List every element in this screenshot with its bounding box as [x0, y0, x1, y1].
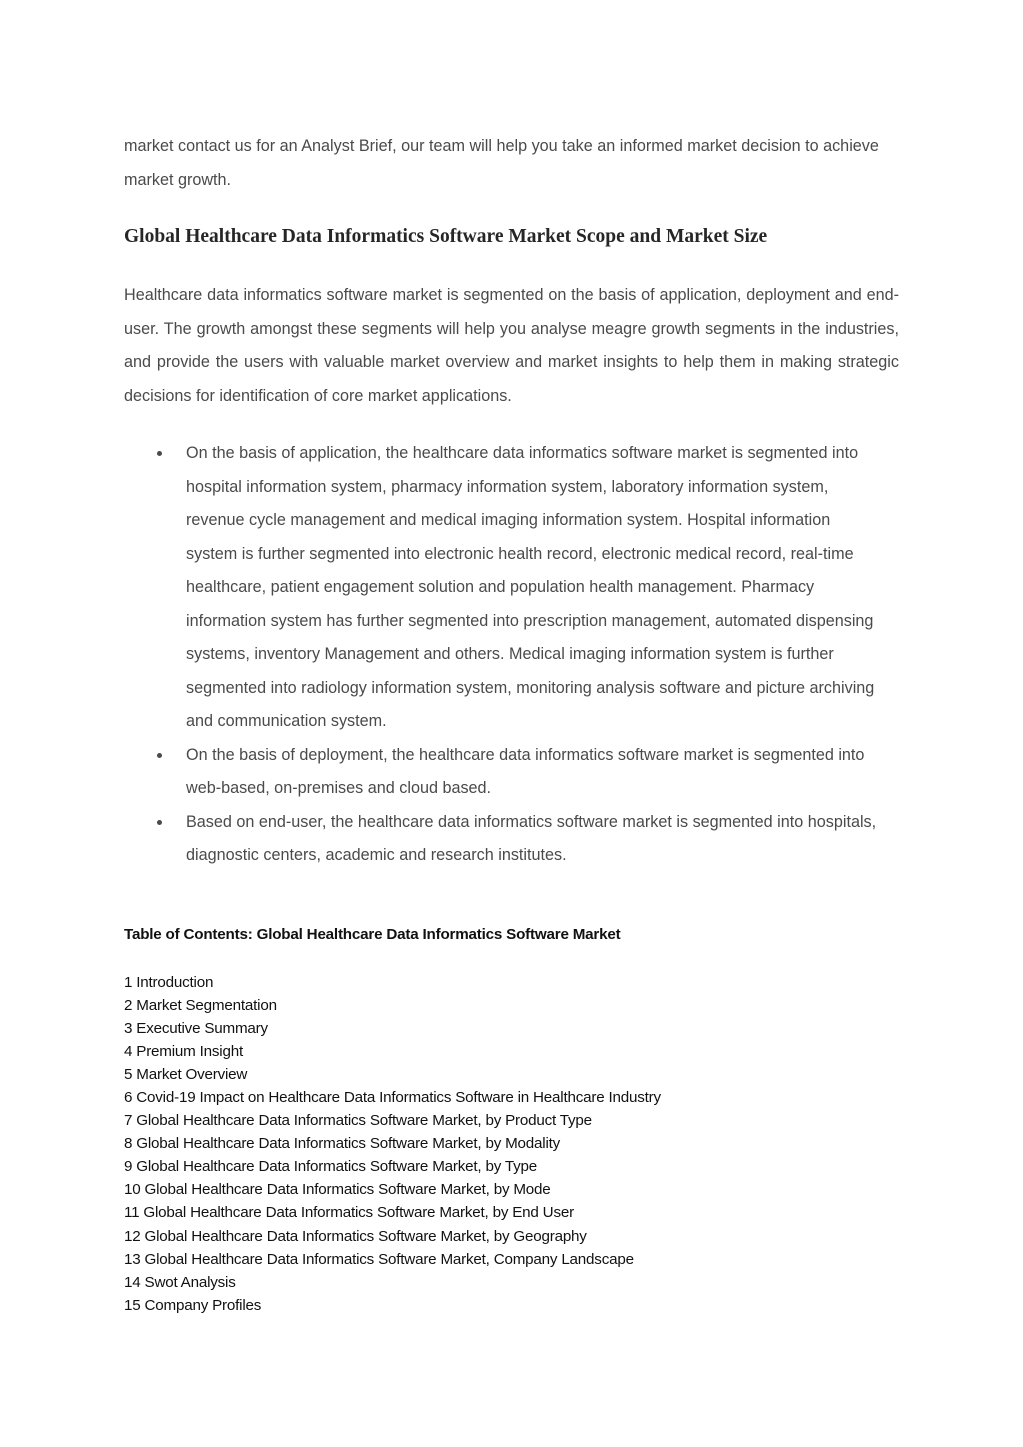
scope-paragraph: Healthcare data informatics software market is segmented on the basis of application, deployment and end-user. The growth amongst these segments will help you analyse meagre growth segments in the industries, and provide the users with valuable market overview and market insights to help them in making strategic decisions for identification of core market applications.	[124, 286, 899, 405]
toc-item: 7 Global Healthcare Data Informatics Software Market, by Product Type	[124, 1112, 592, 1130]
toc-item: 12 Global Healthcare Data Informatics Software Market, by Geography	[124, 1227, 587, 1245]
toc-item: 2 Market Segmentation	[124, 997, 277, 1015]
section-heading: Global Healthcare Data Informatics Software Market Scope and Market Size	[124, 226, 768, 247]
toc-item: 8 Global Healthcare Data Informatics Software Market, by Modality	[124, 1135, 561, 1153]
toc-item: 10 Global Healthcare Data Informatics Software Market, by Mode	[124, 1181, 551, 1199]
toc-item: 9 Global Healthcare Data Informatics Software Market, by Type	[124, 1158, 537, 1176]
segmentation-bullet-list	[124, 437, 899, 873]
toc-item: 6 Covid-19 Impact on Healthcare Data Informatics Software in Healthcare Industry	[124, 1089, 661, 1107]
intro-paragraph: market contact us for an Analyst Brief, our team will help you take an informed market decision to achieve market growth.	[124, 137, 879, 189]
toc-item: 5 Market Overview	[124, 1066, 248, 1084]
toc-item: 3 Executive Summary	[124, 1020, 268, 1038]
toc-item: 13 Global Healthcare Data Informatics Software Market, Company Landscape	[124, 1250, 634, 1268]
bullet-item-deployment: On the basis of deployment, the healthcare data informatics software market is segmented into web-based, on-premises and cloud based.	[124, 739, 899, 806]
bullet-item-application: On the basis of application, the healthcare data informatics software market is segmented into hospital information system, pharmacy information system, laboratory information system, revenue cycle management and medical imaging information system. Hospital information system is further segmented into electronic health record, electronic medical record, real-time healthcare, patient engagement solution and population health management. Pharmacy information system has further segmented into prescription management, automated dispensing systems, inventory Management and others. Medical imaging information system is further segmented into radiology information system, monitoring analysis software and picture archiving and communication system.	[124, 437, 899, 739]
toc-item: 15 Company Profiles	[124, 1296, 262, 1314]
toc-item: 11 Global Healthcare Data Informatics Software Market, by End User	[124, 1204, 574, 1222]
toc-item: 1 Introduction	[124, 974, 214, 991]
bullet-item-end-user: Based on end-user, the healthcare data informatics software market is segmented into hospitals, diagnostic centers, academic and research institutes.	[124, 806, 899, 873]
table-of-contents	[124, 971, 661, 1317]
toc-title: Table of Contents: Global Healthcare Data Informatics Software Market	[124, 926, 621, 943]
toc-item: 4 Premium Insight	[124, 1043, 243, 1061]
toc-item: 14 Swot Analysis	[124, 1273, 236, 1291]
